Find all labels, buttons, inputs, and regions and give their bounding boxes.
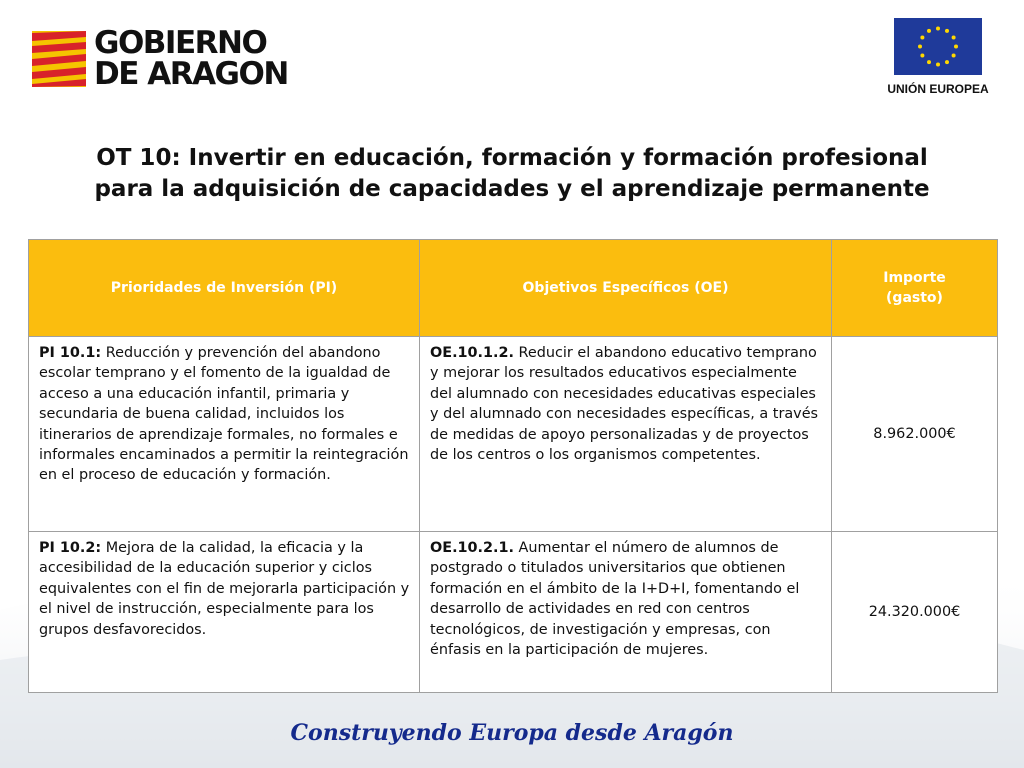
footer-slogan: Construyendo Europa desde Aragón bbox=[290, 720, 734, 746]
oe-cell bbox=[420, 532, 832, 693]
header-pi: Prioridades de Inversión (PI) bbox=[29, 240, 420, 337]
union-europea-logo bbox=[878, 18, 998, 96]
table-row bbox=[29, 337, 998, 532]
logo-line-1: GOBIERNO bbox=[94, 25, 267, 61]
title-line-2: para la adquisición de capacidades y el aprendizaje permanente bbox=[94, 176, 930, 202]
pi-cell bbox=[29, 532, 420, 693]
eu-label: UNIÓN EUROPEA bbox=[887, 82, 989, 96]
header-amount-line-2: (gasto) bbox=[886, 290, 943, 306]
investment-table bbox=[28, 239, 998, 693]
pi-code: PI 10.1: bbox=[39, 345, 102, 361]
oe-text: Aumentar el número de alumnos de postgrado o titulados universitarios que obtienen formación en el ámbito de la I+D+I, fomentando el desarrollo de actividades en red con centros tecnológicos, de investigación y empresas, con énfasis en la participación de mujeres. bbox=[430, 540, 800, 659]
header-amount bbox=[832, 240, 998, 337]
amount-cell: 24.320.000€ bbox=[832, 532, 998, 693]
gobierno-aragon-logo bbox=[32, 25, 288, 92]
aragon-flag-icon bbox=[32, 31, 86, 87]
pi-text: Reducción y prevención del abandono escolar temprano y el fomento de la igualdad de acceso a una educación infantil, primaria y secundaria de buena calidad, incluidos los itinerarios de aprendizaje formales, no formales e informales encaminados a permitir la reintegración en el proceso de educación y formación. bbox=[39, 345, 409, 484]
oe-cell bbox=[420, 337, 832, 532]
oe-text: Reducir el abandono educativo temprano y mejorar los resultados educativos especialmente del alumnado con necesidades educativas especiales y del alumnado con necesidades específicas, a través de medidas de apoyo personalizadas y de proyectos de los centros o los organismos competentes. bbox=[430, 345, 819, 464]
oe-code: OE.10.2.1. bbox=[430, 540, 514, 556]
header-amount-line-1: Importe bbox=[883, 270, 946, 286]
oe-code: OE.10.1.2. bbox=[430, 345, 514, 361]
amount-cell: 8.962.000€ bbox=[832, 337, 998, 532]
page-title bbox=[20, 143, 1004, 205]
pi-code: PI 10.2: bbox=[39, 540, 102, 556]
title-line-1: OT 10: Invertir en educación, formación y formación profesional bbox=[96, 145, 928, 171]
header-oe: Objetivos Específicos (OE) bbox=[420, 240, 832, 337]
pi-cell bbox=[29, 337, 420, 532]
table-header-row bbox=[29, 240, 998, 337]
eu-flag-icon bbox=[894, 18, 982, 75]
table-row bbox=[29, 532, 998, 693]
pi-text: Mejora de la calidad, la eficacia y la accesibilidad de la educación superior y ciclos equivalentes con el fin de mejorarla participación y el nivel de instrucción, especialmente para los grupos desfavorecidos. bbox=[39, 540, 410, 638]
logo-line-2: DE ARAGON bbox=[94, 56, 288, 92]
